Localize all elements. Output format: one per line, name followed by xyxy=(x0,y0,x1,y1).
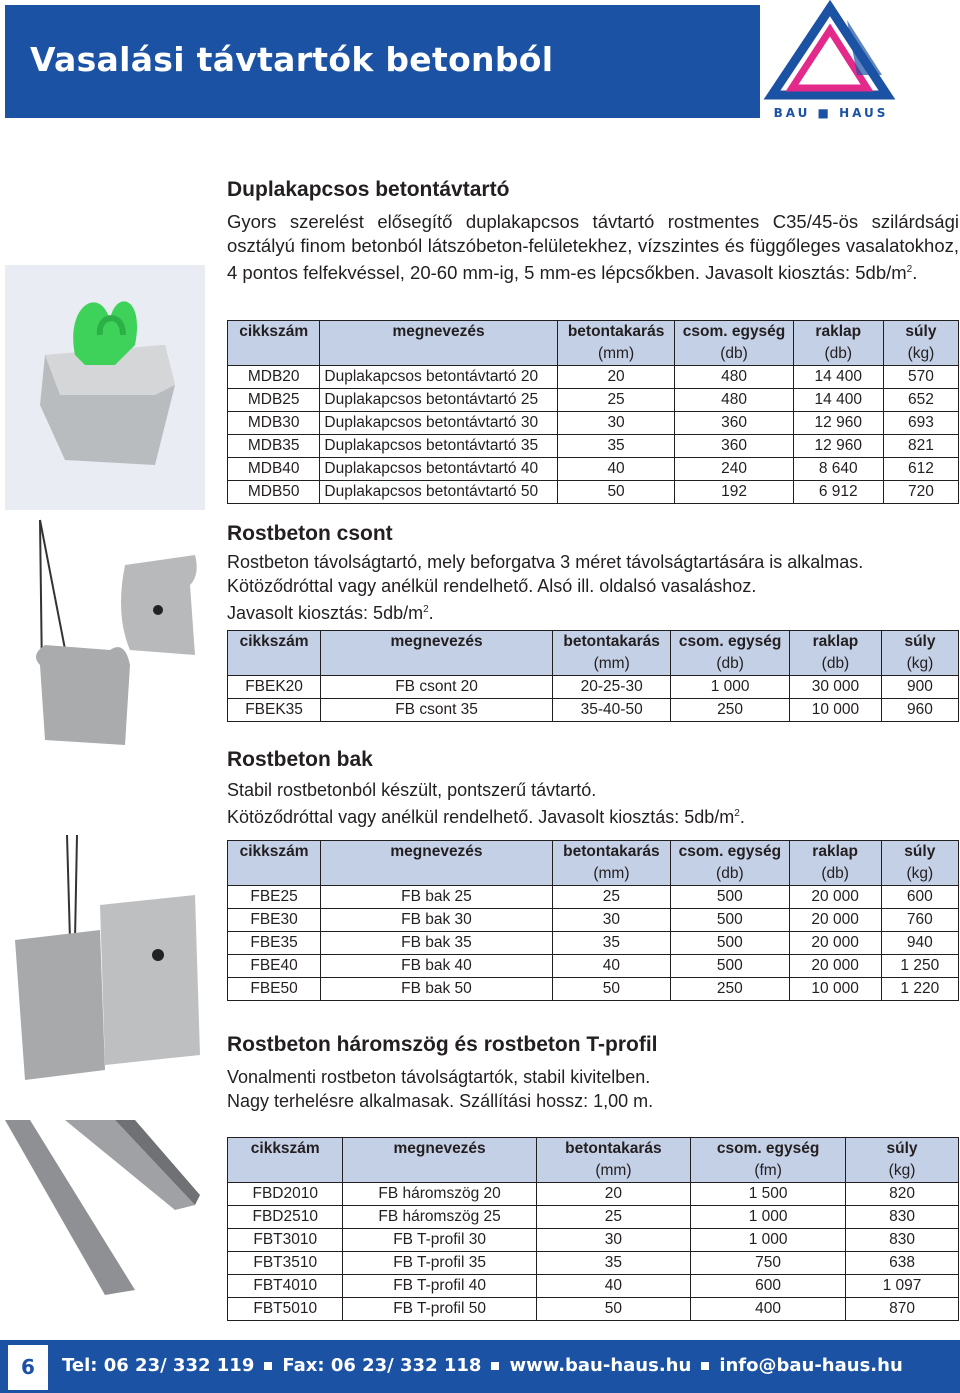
photo-duplakapcsos xyxy=(5,265,205,510)
double-clip-spacer-icon xyxy=(5,265,205,510)
footer-email-link[interactable]: info@bau-haus.hu xyxy=(719,1355,903,1376)
table-header-row: cikkszám megnevezés betontakarás csom. egység raklap súly xyxy=(228,841,959,864)
table-row: FBD2510 FB háromszög 25 25 1 000 830 xyxy=(228,1206,959,1229)
page-title: Vasalási távtartók betonból xyxy=(30,40,554,79)
table-row: FBT3510 FB T-profil 35 35 750 638 xyxy=(228,1252,959,1275)
table-row: FBT5010 FB T-profil 50 50 400 870 xyxy=(228,1298,959,1321)
col-header: csom. egység xyxy=(675,321,793,344)
separator-square-icon xyxy=(701,1362,709,1370)
footer-tel: Tel: 06 23/ 332 119 xyxy=(62,1355,255,1376)
separator-square-icon xyxy=(264,1362,272,1370)
separator-square-icon xyxy=(491,1362,499,1370)
block-spacer-icon xyxy=(5,830,200,1085)
table-row: FBD2010 FB háromszög 20 20 1 500 820 xyxy=(228,1183,959,1206)
table-row: FBE40 FB bak 40 40 500 20 000 1 250 xyxy=(228,955,959,978)
table-units-row: (mm) (db) (db) (kg) xyxy=(228,653,959,676)
product-photos xyxy=(0,260,205,1340)
triangle-profile-icon xyxy=(5,1115,205,1300)
section-duplakapcsos xyxy=(227,178,959,285)
footer-contact xyxy=(62,1355,952,1376)
table-units-row: (mm) (db) (db) (kg) xyxy=(228,863,959,886)
spec-table-haromszog xyxy=(227,1137,959,1321)
section-description-line: Kötöződróttal vagy anélkül rendelhető. Alsó ill. oldalsó vasaláshoz. xyxy=(227,576,757,596)
spec-table-duplakapcsos xyxy=(227,320,959,504)
table-units-row: (mm) (fm) (kg) xyxy=(228,1160,959,1183)
photo-bak xyxy=(5,830,200,1085)
bone-spacer-icon xyxy=(30,515,205,755)
table-row: MDB25 Duplakapcsos betontávtartó 25 25 480 14 400 652 xyxy=(228,389,959,412)
section-title: Rostbeton csont xyxy=(227,522,393,545)
table-row: FBE25 FB bak 25 25 500 20 000 600 xyxy=(228,886,959,909)
photo-haromszog xyxy=(5,1115,205,1300)
spec-table-csont xyxy=(227,630,959,722)
table-row: MDB20 Duplakapcsos betontávtartó 20 20 480 14 400 570 xyxy=(228,366,959,389)
table-header-row xyxy=(228,321,959,344)
col-header: cikkszám xyxy=(228,321,320,344)
section-title: Rostbeton háromszög és rostbeton T-profil xyxy=(227,1033,658,1056)
section-description-line: Rostbeton távolságtartó, mely beforgatva 3 méret távolságtartására is alkalmas. xyxy=(227,552,864,572)
section-description-line: Javasolt kiosztás: $5db/m^2$. xyxy=(227,603,434,623)
table-row: FBE50 FB bak 50 50 250 10 000 1 220 xyxy=(228,978,959,1001)
spec-table-bak xyxy=(227,840,959,1001)
section-bak xyxy=(227,748,959,829)
table-row: MDB30 Duplakapcsos betontávtartó 30 30 360 12 960 693 xyxy=(228,412,959,435)
bau-haus-logo-icon xyxy=(762,0,960,120)
table-units-row: (mm) (db) (db) (kg) xyxy=(228,343,959,366)
logo-text: BAU ■ HAUS xyxy=(773,106,889,120)
section-title: Rostbeton bak xyxy=(227,748,373,771)
col-header: megnevezés xyxy=(320,321,557,344)
section-haromszog xyxy=(227,1033,959,1113)
table-row: FBT3010 FB T-profil 30 30 1 000 830 xyxy=(228,1229,959,1252)
table-row: MDB35 Duplakapcsos betontávtartó 35 35 360 12 960 821 xyxy=(228,435,959,458)
section-description-line: Vonalmenti rostbeton távolságtartók, stabil kivitelben. xyxy=(227,1067,651,1087)
page-number: 6 xyxy=(8,1345,48,1390)
table-row: FBE35 FB bak 35 35 500 20 000 940 xyxy=(228,932,959,955)
table-row: FBEK35 FB csont 35 35-40-50 250 10 000 960 xyxy=(228,699,959,722)
page-header xyxy=(0,0,960,120)
table-header-row: cikkszám megnevezés betontakarás csom. egység raklap súly xyxy=(228,631,959,654)
table-row: FBT4010 FB T-profil 40 40 600 1 097 xyxy=(228,1275,959,1298)
table-row: MDB40 Duplakapcsos betontávtartó 40 40 240 8 640 612 xyxy=(228,458,959,481)
section-csont xyxy=(227,522,959,625)
table-row: FBE30 FB bak 30 30 500 20 000 760 xyxy=(228,909,959,932)
footer-web-link[interactable]: www.bau-haus.hu xyxy=(509,1355,692,1376)
photo-csont xyxy=(30,515,205,755)
section-description: Gyors szerelést elősegítő duplakapcsos távtartó rostmentes C35/45-ös szilárdsági osztályú finom betonból látszóbeton-felületekhez, vízszintes és függőleges vasalatokhoz, 4 pontos felfekvéssel, 20-60 mm-ig, 5 mm-es lépcsőkben. Javasolt kiosztás: $5db/m^2$. xyxy=(227,211,959,284)
section-description-line: Nagy terhelésre alkalmasak. Szállítási hossz: 1,00 m. xyxy=(227,1091,654,1111)
section-description-line: Stabil rostbetonból készült, pontszerű távtartó. xyxy=(227,780,597,800)
col-header: betontakarás xyxy=(557,321,675,344)
col-header: raklap xyxy=(793,321,883,344)
section-title: Duplakapcsos betontávtartó xyxy=(227,178,510,201)
footer-fax: Fax: 06 23/ 332 118 xyxy=(282,1355,482,1376)
table-header-row: cikkszám megnevezés betontakarás csom. egység súly xyxy=(228,1138,959,1161)
col-header: súly xyxy=(883,321,958,344)
section-description-line: Kötöződróttal vagy anélkül rendelhető. Javasolt kiosztás: $5db/m^2$. xyxy=(227,807,745,827)
table-row: FBEK20 FB csont 20 20-25-30 1 000 30 000 900 xyxy=(228,676,959,699)
table-row: MDB50 Duplakapcsos betontávtartó 50 50 192 6 912 720 xyxy=(228,481,959,504)
